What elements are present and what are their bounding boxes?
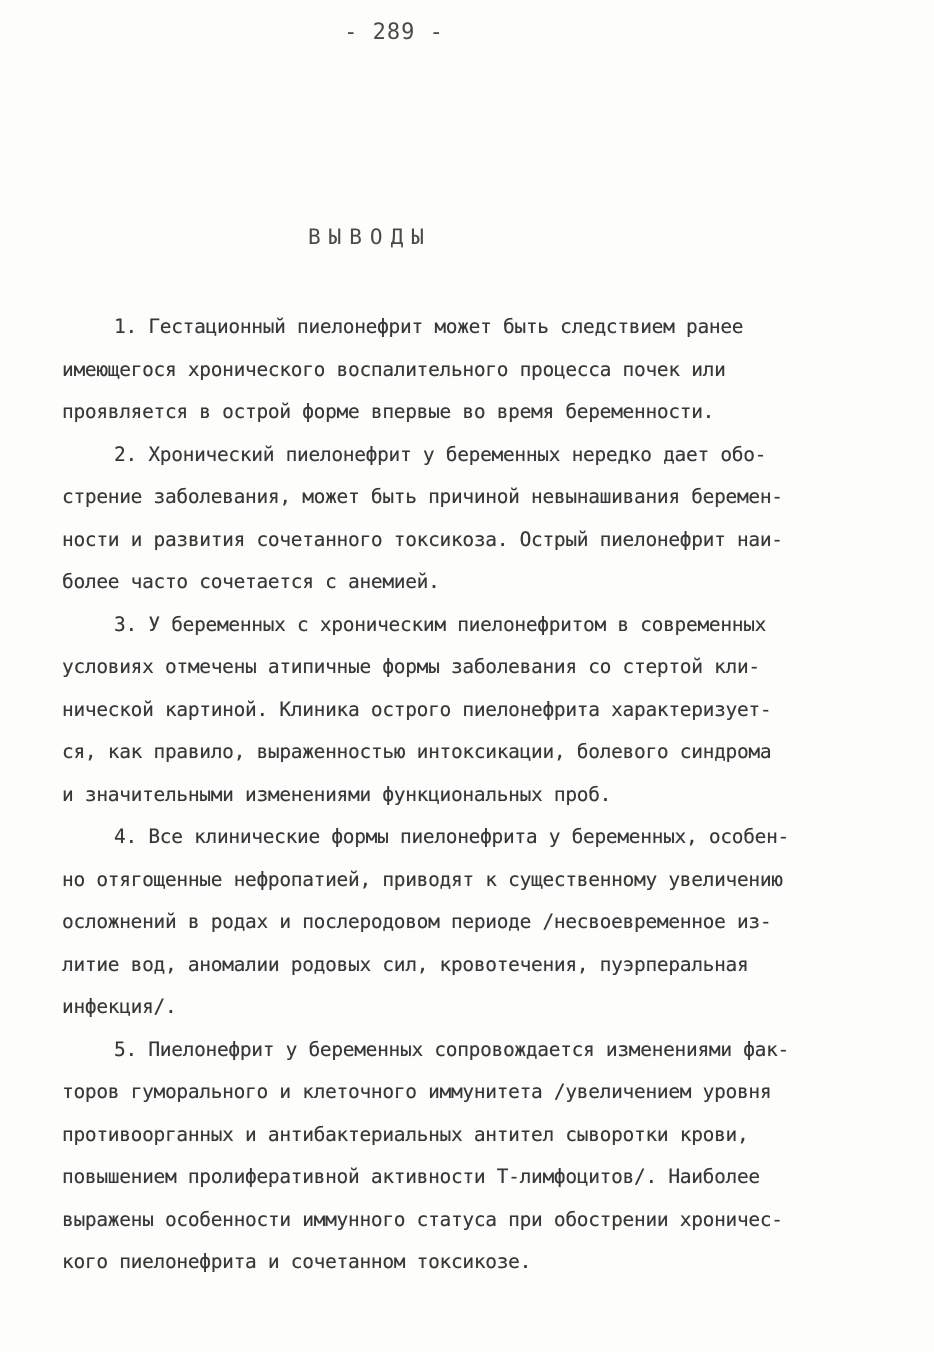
conclusion-item — [62, 306, 878, 434]
text-line: осложнений в родах и послеродовом периоде /несвоевременное из- — [62, 910, 772, 933]
page-number: - 289 - — [344, 20, 444, 45]
text-line: ся, как правило, выраженностью интоксикации, болевого синдрома — [62, 740, 772, 763]
text-line: но отягощенные нефропатией, приводят к существенному увеличению — [62, 867, 783, 891]
text-line: выражены особенности иммунного статуса при обострении хроничес- — [62, 1207, 783, 1231]
text-line: условиях отмечены атипичные формы заболевания со стертой кли- — [62, 655, 760, 678]
conclusion-item — [62, 816, 878, 1029]
text-line: торов гуморального и клеточного иммунитета /увеличением уровня — [62, 1080, 772, 1103]
text-line: 3. У беременных с хроническим пиелонефритом в современных — [114, 612, 767, 636]
conclusion-item — [62, 604, 878, 817]
text-line: 2. Хронический пиелонефрит у беременных нередко дает обо- — [114, 442, 767, 466]
text-line: литие вод, аномалии родовых сил, кровотечения, пуэрперальная — [62, 952, 749, 976]
text-line: 4. Все клинические формы пиелонефрита у беременных, особен- — [114, 825, 789, 848]
text-line: повышением пролиферативной активности Т-лимфоцитов/. Наиболее — [62, 1165, 760, 1188]
text-line: проявляется в острой форме впервые во время беременности. — [62, 400, 715, 423]
conclusion-item — [62, 1029, 878, 1284]
text-line: и значительными изменениями функциональных проб. — [62, 782, 612, 806]
text-line: более часто сочетается с анемией. — [62, 570, 440, 593]
text-line: стрение заболевания, может быть причиной невынашивания беремен- — [62, 485, 783, 508]
text-line: инфекция/. — [62, 995, 177, 1018]
conclusions-list — [62, 306, 878, 1284]
text-line: кого пиелонефрита и сочетанном токсикозе. — [62, 1250, 532, 1273]
text-line: 1. Гестационный пиелонефрит может быть следствием ранее — [114, 315, 744, 338]
text-line: 5. Пиелонефрит у беременных сопровождается изменениями фак- — [114, 1037, 789, 1061]
text-line: нической картиной. Клиника острого пиелонефрита характеризует- — [62, 697, 772, 721]
text-line: ности и развития сочетанного токсикоза. Острый пиелонефрит наи- — [62, 527, 783, 551]
text-line: имеющегося хронического воспалительного процесса почек или — [62, 357, 726, 381]
text-line: противоорганных и антибактериальных антител сыворотки крови, — [62, 1122, 749, 1146]
section-heading: ВЫВОДЫ — [308, 225, 432, 249]
conclusion-item — [62, 434, 878, 604]
